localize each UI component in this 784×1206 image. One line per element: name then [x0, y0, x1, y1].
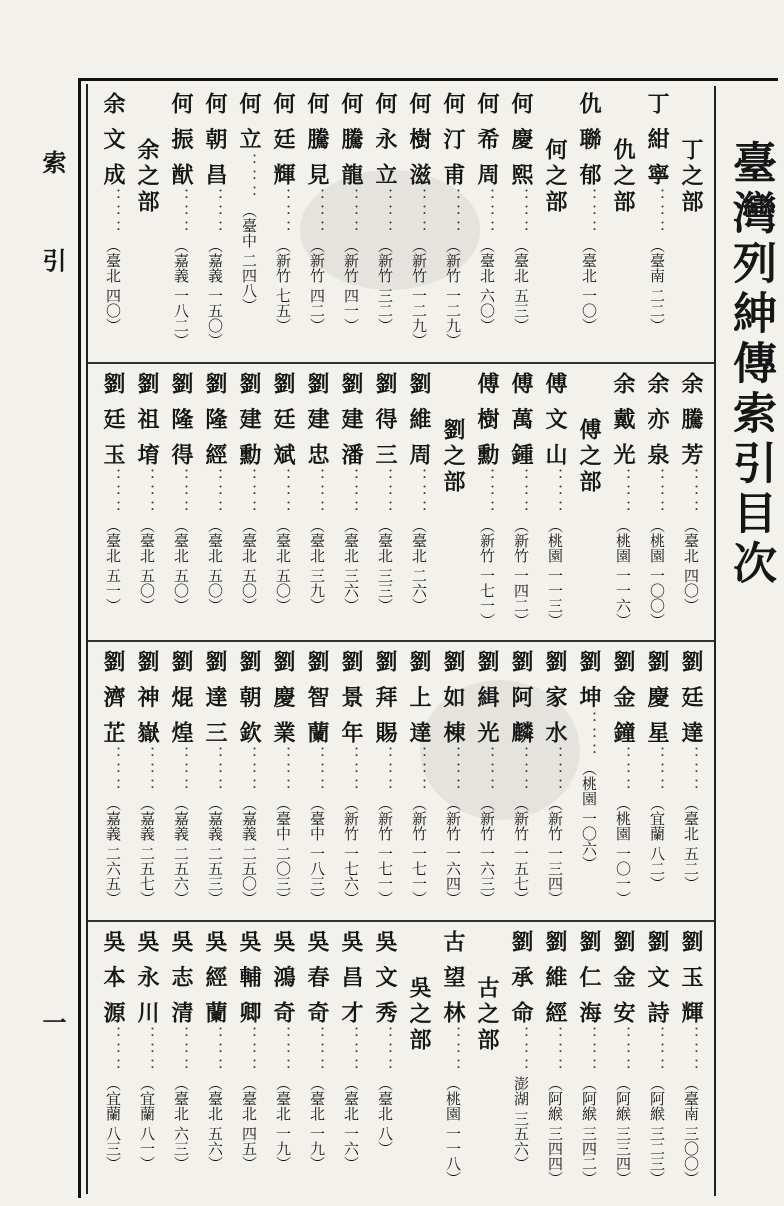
index-entry [198, 372, 232, 613]
entry-reference: （阿緱 三二三） [648, 1076, 666, 1187]
leader-dots: ：：： [342, 746, 361, 795]
entry-reference: （臺北 五六） [206, 1076, 224, 1172]
entry-reference: （新竹 三二） [376, 238, 394, 334]
leader-dots: ：：： [138, 468, 157, 517]
entry-name: 劉 達 三 [202, 650, 228, 747]
entry-name: 劉 文 詩 [644, 930, 670, 1027]
index-entry [368, 650, 402, 906]
entry-name: 丁 紺 寧 [644, 92, 670, 189]
index-entry [266, 92, 300, 333]
entry-reference: （新竹 一七一） [410, 796, 428, 907]
leader-dots: ：：： [104, 1026, 123, 1075]
entry-name: 吳 永 川 [134, 930, 160, 1027]
entry-name: 劉 維 經 [542, 930, 568, 1027]
section-header: 仇之部 [610, 138, 636, 216]
entry-reference: （新竹 七五） [274, 238, 292, 334]
leader-dots: ：：： [172, 468, 191, 517]
entry-name: 何 朝 昌 [202, 92, 228, 189]
leader-dots: ：：： [240, 746, 259, 795]
index-entry [300, 372, 334, 613]
section-header: 何之部 [542, 138, 568, 216]
entry-name: 劉 拜 賜 [372, 650, 398, 747]
leader-dots: ：：： [512, 188, 531, 237]
leader-dots: ：：： [308, 746, 327, 795]
entry-name: 劉 家 水 [542, 650, 568, 747]
leader-dots: ：：： [206, 468, 225, 517]
leader-dots: ：：： [444, 746, 463, 795]
entry-name: 劉 坤 [576, 650, 602, 711]
leader-dots: ：：： [274, 468, 293, 517]
leader-dots: ：：： [444, 1026, 463, 1075]
leader-dots: ：：： [648, 188, 667, 237]
index-entry [130, 930, 164, 1171]
index-row-2 [96, 372, 708, 638]
leader-dots: ：：： [376, 468, 395, 517]
index-entry [232, 650, 266, 906]
entry-reference: （新竹 一三四） [546, 796, 564, 907]
entry-name: 劉 得 三 [372, 372, 398, 469]
leader-dots: ：：： [444, 188, 463, 237]
entry-reference: （嘉義 二六五） [104, 796, 122, 907]
entry-reference: （宜蘭 八二） [648, 796, 666, 892]
entry-reference: （新竹 一七一） [376, 796, 394, 907]
index-entry [198, 92, 232, 348]
leader-dots: ：：： [614, 746, 633, 795]
entry-name: 劉 建 潘 [338, 372, 364, 469]
row-divider-3 [88, 920, 714, 922]
entry-reference: （新竹 一二九） [410, 238, 428, 349]
index-entry [368, 372, 402, 613]
entry-reference: （臺北 五〇） [138, 518, 156, 614]
entry-reference: （嘉義 二五三） [206, 796, 224, 907]
leader-dots: ：：： [274, 188, 293, 237]
entry-reference: （嘉義 一五〇） [206, 238, 224, 349]
index-entry [266, 650, 300, 906]
entry-reference: （臺北 五三） [512, 238, 530, 334]
leader-dots: ：：： [274, 1026, 293, 1075]
index-entry [504, 372, 538, 628]
entry-reference: （臺北 五〇） [172, 518, 190, 614]
entry-name: 劉 祖 堉 [134, 372, 160, 469]
entry-reference: （嘉義 二五七） [138, 796, 156, 907]
index-entry [334, 372, 368, 613]
row-divider-1 [88, 362, 714, 364]
leader-dots: ：：： [104, 188, 123, 237]
leader-dots: ：：： [376, 188, 395, 237]
entry-name: 劉 維 周 [406, 372, 432, 469]
leader-dots: ：：： [512, 746, 531, 795]
index-entry [674, 650, 708, 891]
entry-name: 何 騰 龍 [338, 92, 364, 189]
leader-dots: ：：： [614, 468, 633, 517]
entry-name: 劉 建 忠 [304, 372, 330, 469]
page-title: 臺灣列紳傳索引目次 [725, 140, 776, 590]
entry-name: 余 戴 光 [610, 372, 636, 469]
entry-name: 吳 志 清 [168, 930, 194, 1027]
entry-reference: （桃園 一一六） [614, 518, 632, 629]
leader-dots: ：：： [104, 468, 123, 517]
entry-name: 劉 仁 海 [576, 930, 602, 1027]
entry-reference: （臺北 三三） [376, 518, 394, 614]
entry-reference: （桃園 一〇六） [580, 760, 598, 871]
leader-dots: ：：： [172, 188, 191, 237]
entry-reference: （桃園 一一三） [546, 518, 564, 629]
entry-reference: （臺北 三六） [342, 518, 360, 614]
index-entry [232, 92, 266, 312]
leader-dots: ：：： [308, 188, 327, 237]
entry-name: 何 立 [236, 92, 262, 153]
leader-dots: ：：： [308, 468, 327, 517]
leader-dots: ：：： [342, 1026, 361, 1075]
leader-dots: ：：： [580, 1026, 599, 1075]
leader-dots: ：：： [546, 746, 565, 795]
index-entry [606, 930, 640, 1186]
entry-reference: （新竹 一七一） [478, 518, 496, 629]
index-entry [164, 92, 198, 348]
index-entry [164, 372, 198, 613]
entry-reference: （新竹 一五七） [512, 796, 530, 907]
entry-reference: （新竹 一二九） [444, 238, 462, 349]
leader-dots: ：：： [546, 1026, 565, 1075]
index-entry [198, 930, 232, 1171]
entry-name: 劉 慶 業 [270, 650, 296, 747]
entry-reference: （臺北 五〇） [274, 518, 292, 614]
entry-name: 劉 廷 玉 [100, 372, 126, 469]
entry-name: 劉 緝 光 [474, 650, 500, 747]
leader-dots: ：：： [138, 746, 157, 795]
index-row-3 [96, 650, 708, 918]
entry-reference: （臺北 六〇） [478, 238, 496, 334]
entry-reference: （臺中 一八三） [308, 796, 326, 907]
leader-dots: ：：： [308, 1026, 327, 1075]
index-entry [572, 930, 606, 1186]
leader-dots: ：：： [478, 188, 497, 237]
leader-dots: ：：： [240, 152, 259, 201]
entry-name: 何 汀 甫 [440, 92, 466, 189]
section-header: 傅之部 [576, 418, 602, 496]
leader-dots: ：：： [206, 746, 225, 795]
leader-dots: ：：： [410, 188, 429, 237]
entry-reference: （臺中 二〇三） [274, 796, 292, 907]
entry-reference: （臺中 二四八） [240, 202, 258, 313]
leader-dots: ：：： [648, 746, 667, 795]
index-entry [640, 930, 674, 1186]
index-entry [436, 930, 470, 1186]
leader-dots: ：：： [240, 468, 259, 517]
entry-name: 劉 焜 煌 [168, 650, 194, 747]
index-entry [96, 372, 130, 613]
index-entry [130, 650, 164, 906]
leader-dots: ：：： [410, 746, 429, 795]
index-entry [538, 372, 572, 628]
leader-dots: ：：： [512, 1026, 531, 1075]
entry-reference: （臺北 五一） [104, 518, 122, 614]
index-entry [334, 650, 368, 906]
entry-name: 劉 景 年 [338, 650, 364, 747]
entry-reference: （阿緱 三四二） [580, 1076, 598, 1187]
entry-reference: （桃園 一〇一） [614, 796, 632, 907]
leader-dots: ：：： [342, 468, 361, 517]
entry-name: 劉 智 蘭 [304, 650, 330, 747]
leader-dots: ：：： [682, 746, 701, 795]
index-entry [640, 372, 674, 628]
title-divider [714, 86, 716, 1196]
entry-name: 劉 隆 得 [168, 372, 194, 469]
index-entry [674, 930, 708, 1186]
index-entry [640, 650, 674, 891]
entry-reference: （臺北 五〇） [240, 518, 258, 614]
index-entry [572, 92, 606, 333]
entry-reference: （臺北 二六） [410, 518, 428, 614]
entry-name: 劉 廷 達 [678, 650, 704, 747]
section-header: 丁之部 [678, 138, 704, 216]
entry-name: 劉 金 鐘 [610, 650, 636, 747]
scan-noise [420, 680, 580, 820]
entry-name: 余 亦 泉 [644, 372, 670, 469]
index-entry [538, 930, 572, 1186]
entry-reference: （臺北 四五） [240, 1076, 258, 1172]
leader-dots: ：：： [206, 1026, 225, 1075]
entry-reference: （新竹 一六四） [444, 796, 462, 907]
leader-dots: ：：： [240, 1026, 259, 1075]
index-entry [368, 930, 402, 1156]
entry-name: 何 騰 見 [304, 92, 330, 189]
entry-reference: 澎湖 三五六） [512, 1076, 530, 1172]
entry-name: 吳 鴻 奇 [270, 930, 296, 1027]
entry-name: 劉 阿 麟 [508, 650, 534, 747]
entry-name: 吳 文 秀 [372, 930, 398, 1027]
index-entry [674, 372, 708, 613]
entry-name: 何 永 立 [372, 92, 398, 189]
entry-name: 劉 神 嶽 [134, 650, 160, 747]
leader-dots: ：：： [580, 188, 599, 237]
side-label-suo: 索 [38, 150, 67, 174]
leader-dots: ：：： [478, 746, 497, 795]
leader-dots: ：：： [478, 468, 497, 517]
leader-dots: ：：： [206, 188, 225, 237]
entry-name: 劉 上 達 [406, 650, 432, 747]
entry-name: 劉 濟 芷 [100, 650, 126, 747]
side-label-page-number: 一 [38, 1010, 67, 1034]
index-row-4 [96, 930, 708, 1198]
entry-reference: （宜蘭 八三） [104, 1076, 122, 1172]
entry-name: 劉 廷 斌 [270, 372, 296, 469]
leader-dots: ：：： [376, 1026, 395, 1075]
entry-reference: （臺北 一九） [308, 1076, 326, 1172]
section-header: 余之部 [134, 138, 160, 216]
row-divider-2 [88, 640, 714, 642]
entry-name: 何 振 猷 [168, 92, 194, 189]
entry-reference: （新竹 一四二） [512, 518, 530, 629]
entry-reference: （桃園 一一八） [444, 1076, 462, 1187]
index-entry [96, 930, 130, 1171]
entry-name: 何 廷 輝 [270, 92, 296, 189]
entry-name: 余 文 成 [100, 92, 126, 189]
index-entry [606, 372, 640, 628]
section-header: 吳之部 [406, 976, 432, 1054]
entry-reference: （臺南 三〇〇） [682, 1076, 700, 1187]
entry-name: 劉 金 安 [610, 930, 636, 1027]
entry-name: 劉 朝 欽 [236, 650, 262, 747]
entry-reference: （臺北 三九） [308, 518, 326, 614]
entry-name: 古 望 林 [440, 930, 466, 1027]
entry-name: 劉 如 棟 [440, 650, 466, 747]
leader-dots: ：：： [342, 188, 361, 237]
entry-reference: （臺北 一〇） [580, 238, 598, 334]
entry-reference: （臺南 二二） [648, 238, 666, 334]
index-entry [402, 372, 436, 613]
side-label-yin: 引 [38, 248, 67, 272]
leader-dots: ：：： [614, 1026, 633, 1075]
leader-dots: ：：： [580, 710, 599, 759]
entry-name: 吳 輔 卿 [236, 930, 262, 1027]
index-entry [232, 930, 266, 1171]
index-entry [164, 650, 198, 906]
index-entry [96, 92, 130, 333]
leader-dots: ：：： [648, 1026, 667, 1075]
entry-name: 劉 承 命 [508, 930, 534, 1027]
section-header: 劉之部 [440, 418, 466, 496]
entry-reference: （新竹 四一） [342, 238, 360, 334]
index-entry [232, 372, 266, 613]
leader-dots: ：：： [682, 468, 701, 517]
entry-reference: （嘉義 二五〇） [240, 796, 258, 907]
index-entry [96, 650, 130, 906]
entry-name: 吳 經 蘭 [202, 930, 228, 1027]
index-entry [130, 372, 164, 613]
entry-name: 劉 隆 經 [202, 372, 228, 469]
leader-dots: ：：： [172, 1026, 191, 1075]
index-entry [504, 92, 538, 333]
index-entry [266, 930, 300, 1171]
index-entry [606, 650, 640, 906]
leader-dots: ：：： [274, 746, 293, 795]
entry-reference: （嘉義 一八二） [172, 238, 190, 349]
entry-reference: （新竹 四二） [308, 238, 326, 334]
leader-dots: ：：： [376, 746, 395, 795]
entry-name: 傅 萬 鍾 [508, 372, 534, 469]
entry-name: 劉 慶 星 [644, 650, 670, 747]
entry-name: 何 慶 熙 [508, 92, 534, 189]
entry-name: 劉 玉 輝 [678, 930, 704, 1027]
index-entry [640, 92, 674, 333]
leader-dots: ：：： [512, 468, 531, 517]
entry-reference: （宜蘭 八一） [138, 1076, 156, 1172]
leader-dots: ：：： [546, 468, 565, 517]
frame-inner-rule [86, 84, 88, 1194]
index-entry [164, 930, 198, 1171]
entry-name: 仇 聯 郁 [576, 92, 602, 189]
leader-dots: ：：： [104, 746, 123, 795]
entry-reference: （臺北 一六） [342, 1076, 360, 1172]
entry-reference: （嘉義 二五六） [172, 796, 190, 907]
entry-reference: （阿緱 三三四） [614, 1076, 632, 1187]
entry-reference: （阿緱 三四四） [546, 1076, 564, 1187]
leader-dots: ：：： [138, 1026, 157, 1075]
entry-name: 吳 昌 才 [338, 930, 364, 1027]
index-entry [300, 650, 334, 906]
leader-dots: ：：： [172, 746, 191, 795]
entry-reference: （臺北 五二） [682, 796, 700, 892]
entry-name: 何 希 周 [474, 92, 500, 189]
entry-reference: （新竹 一六三） [478, 796, 496, 907]
index-entry [300, 930, 334, 1171]
entry-name: 何 樹 滋 [406, 92, 432, 189]
leader-dots: ：：： [648, 468, 667, 517]
index-entry [266, 372, 300, 613]
entry-reference: （臺北 一九） [274, 1076, 292, 1172]
entry-name: 傅 樹 勳 [474, 372, 500, 469]
leader-dots: ：：： [410, 468, 429, 517]
entry-name: 余 騰 芳 [678, 372, 704, 469]
index-entry [470, 372, 504, 628]
entry-reference: （臺北 六三） [172, 1076, 190, 1172]
entry-reference: （臺北 四〇） [104, 238, 122, 334]
entry-reference: （臺北 五〇） [206, 518, 224, 614]
entry-name: 吳 本 源 [100, 930, 126, 1027]
entry-name: 吳 春 奇 [304, 930, 330, 1027]
index-entry [334, 930, 368, 1171]
entry-reference: （新竹 一七六） [342, 796, 360, 907]
index-entry [504, 930, 538, 1171]
scan-noise [300, 170, 480, 290]
leader-dots: ：：： [682, 1026, 701, 1075]
entry-reference: （臺北 八） [376, 1076, 394, 1157]
entry-reference: （臺北 四〇） [682, 518, 700, 614]
index-entry [198, 650, 232, 906]
entry-name: 劉 建 勳 [236, 372, 262, 469]
entry-reference: （桃園 一〇〇） [648, 518, 666, 629]
entry-name: 傅 文 山 [542, 372, 568, 469]
section-header: 古之部 [474, 976, 500, 1054]
